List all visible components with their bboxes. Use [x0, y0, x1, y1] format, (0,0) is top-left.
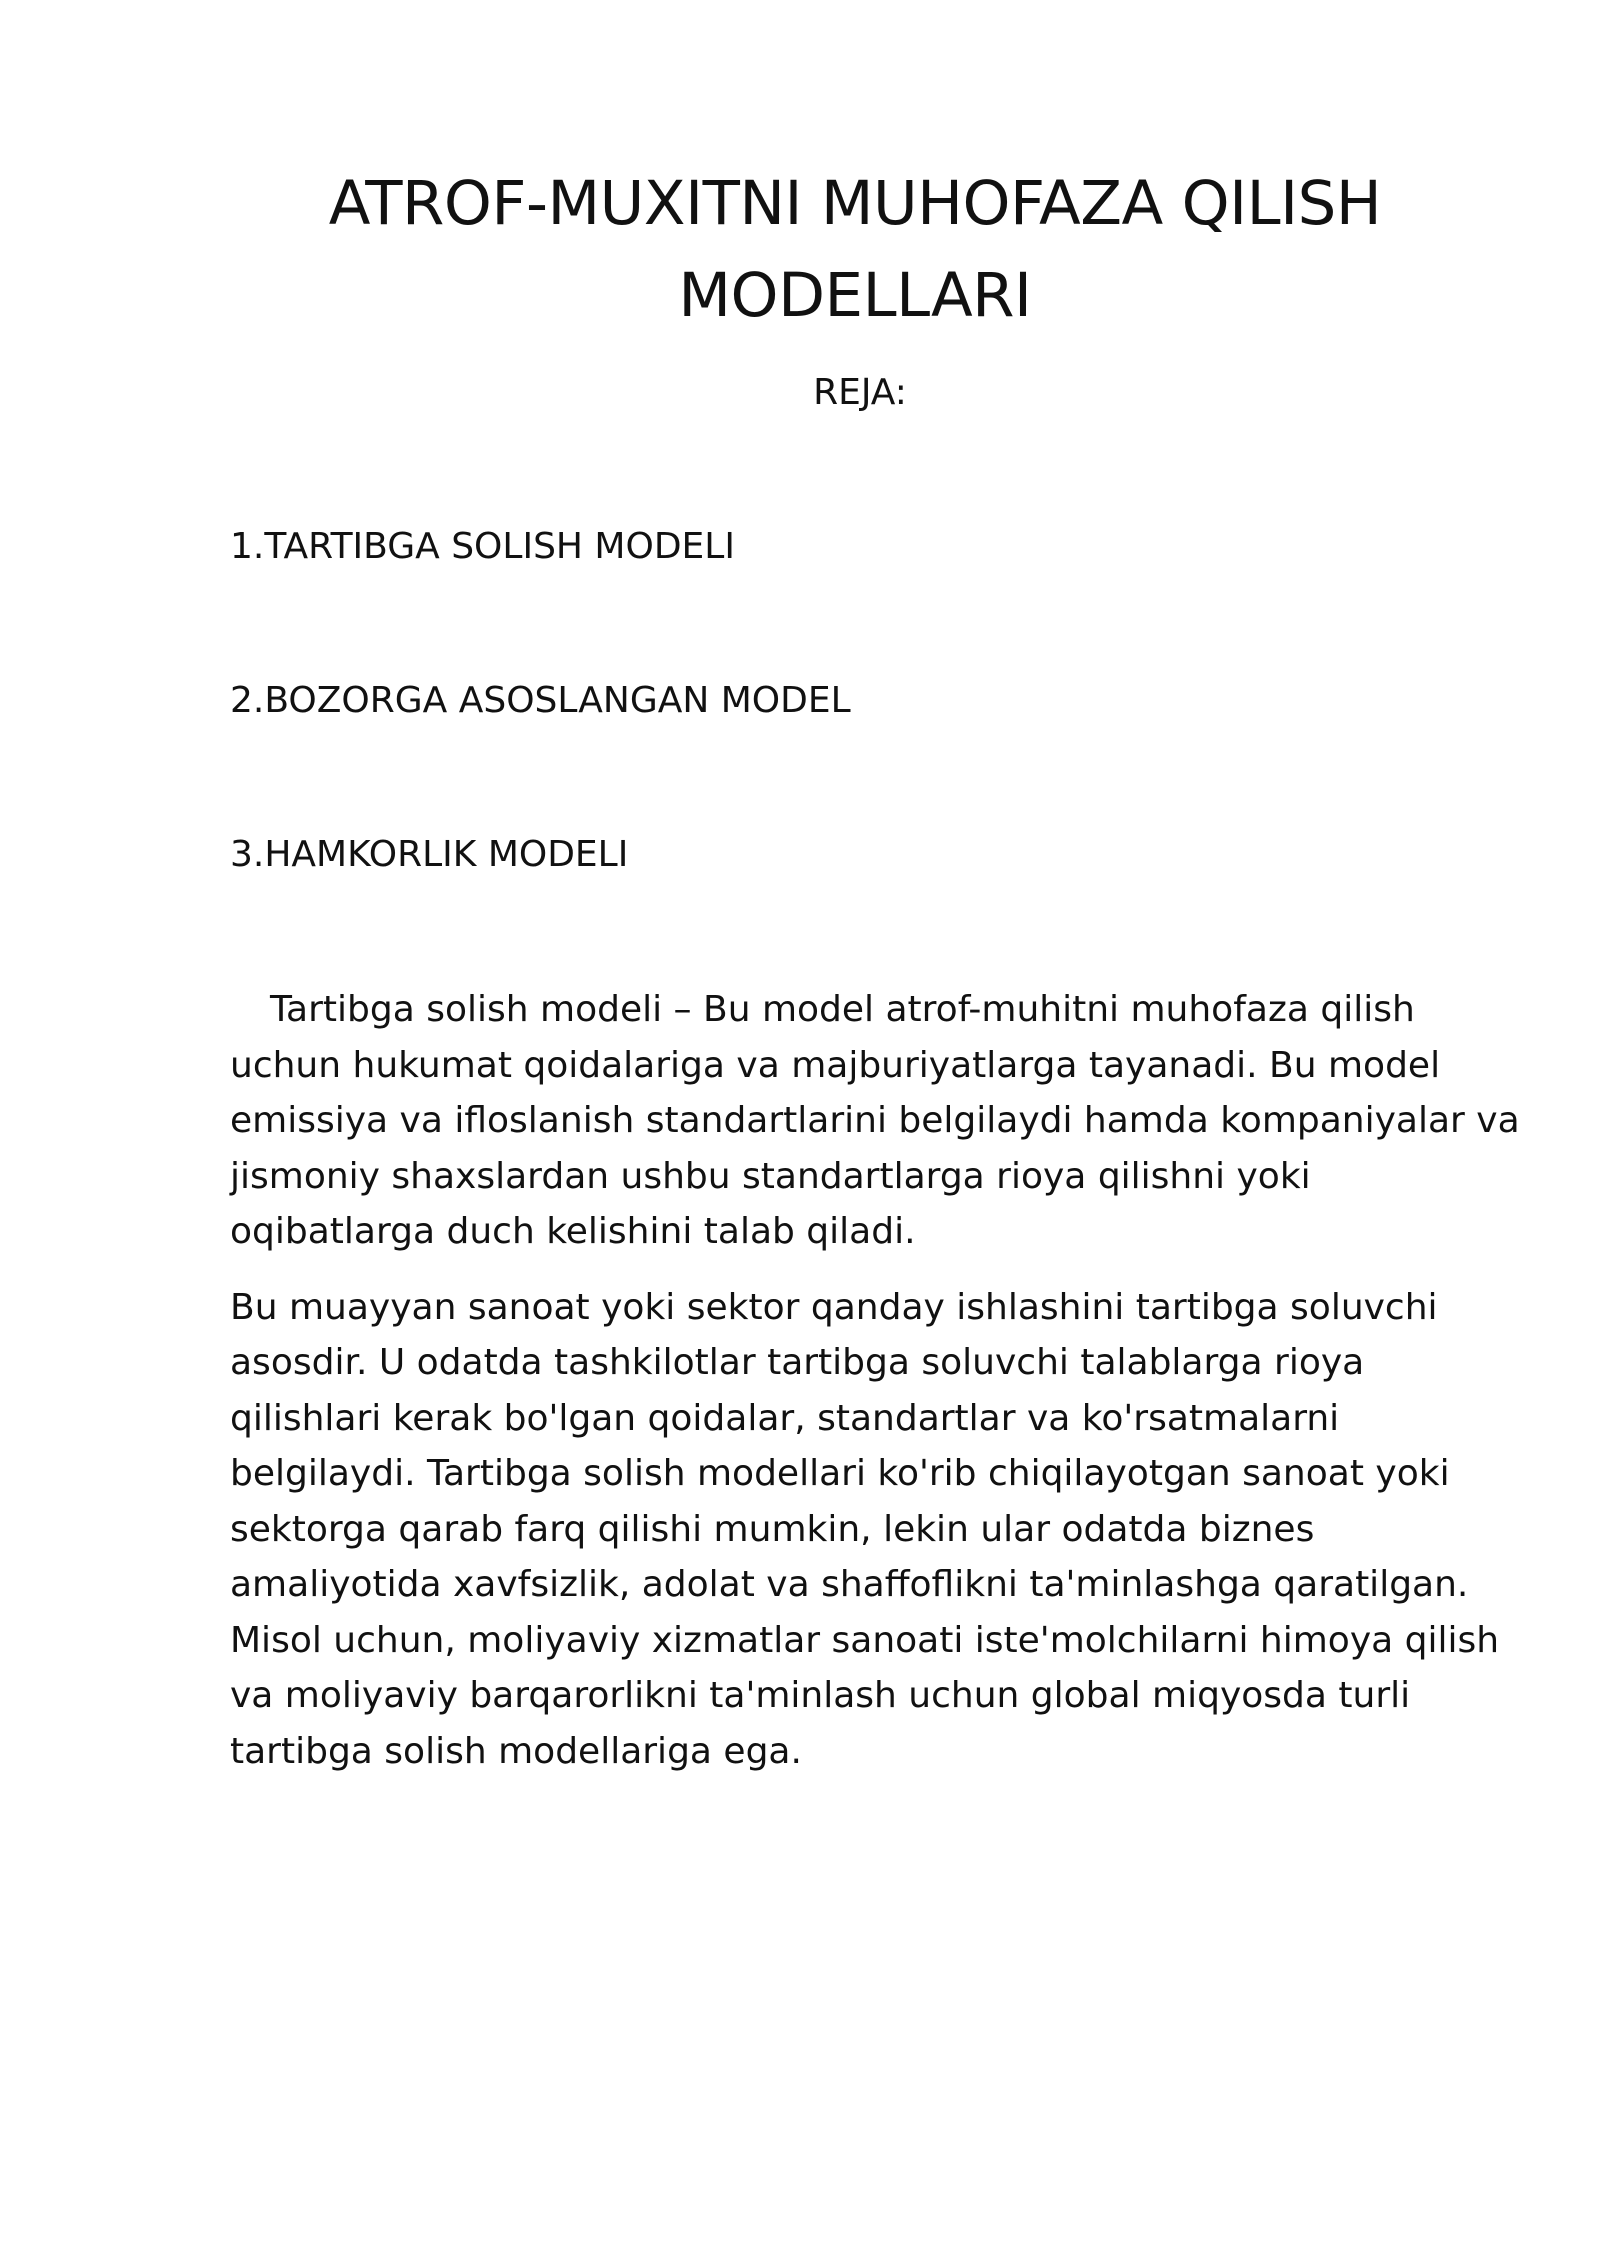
plan-list [230, 522, 851, 984]
plan-item: 3.HAMKORLIK MODELI [230, 834, 629, 875]
plan-item: 1.TARTIBGA SOLISH MODELI [230, 526, 735, 567]
page-title: ATROF-MUXITNI MUHOFAZA QILISH MODELLARI [328, 168, 1382, 331]
paragraph: Bu muayyan sanoat yoki sektor qanday ishlashini tartibga soluvchi asosdir. U odatda tashkilotlar tartibga soluvchi talablarga rioya qilishlari kerak bo'lgan qoidalar, standartlar va ko'rsatmalarni belgilaydi. Tartibga solish modellari ko'rib chiqilayotgan sanoat yoki sektorga qarab farq qilishi mumkin, lekin ular odatda biznes amaliyotida xavfsizlik, adolat va shaffoflikni ta'minlashga qaratilgan. Misol uchun, moliyaviy xizmatlar sanoati iste'molchilarni himoya qilish va moliyaviy barqarorlikni ta'minlash uchun global miqyosda turli tartibga solish modellariga ega. [230, 1286, 1500, 1772]
paragraph: Tartibga solish modeli – Bu model atrof-muhitni muhofaza qilish uchun hukumat qoidalariga va majburiyatlarga tayanadi. Bu model emissiya va ifloslanish standartlarini belgilaydi hamda kompaniyalar va jismoniy shaxslardan ushbu standartlarga rioya qilishni yoki oqibatlarga duch kelishini talab qiladi. [230, 989, 1520, 1252]
plan-heading: REJA: [813, 372, 907, 413]
body-text [230, 982, 1520, 1799]
plan-item: 2.BOZORGA ASOSLANGAN MODEL [230, 680, 851, 721]
